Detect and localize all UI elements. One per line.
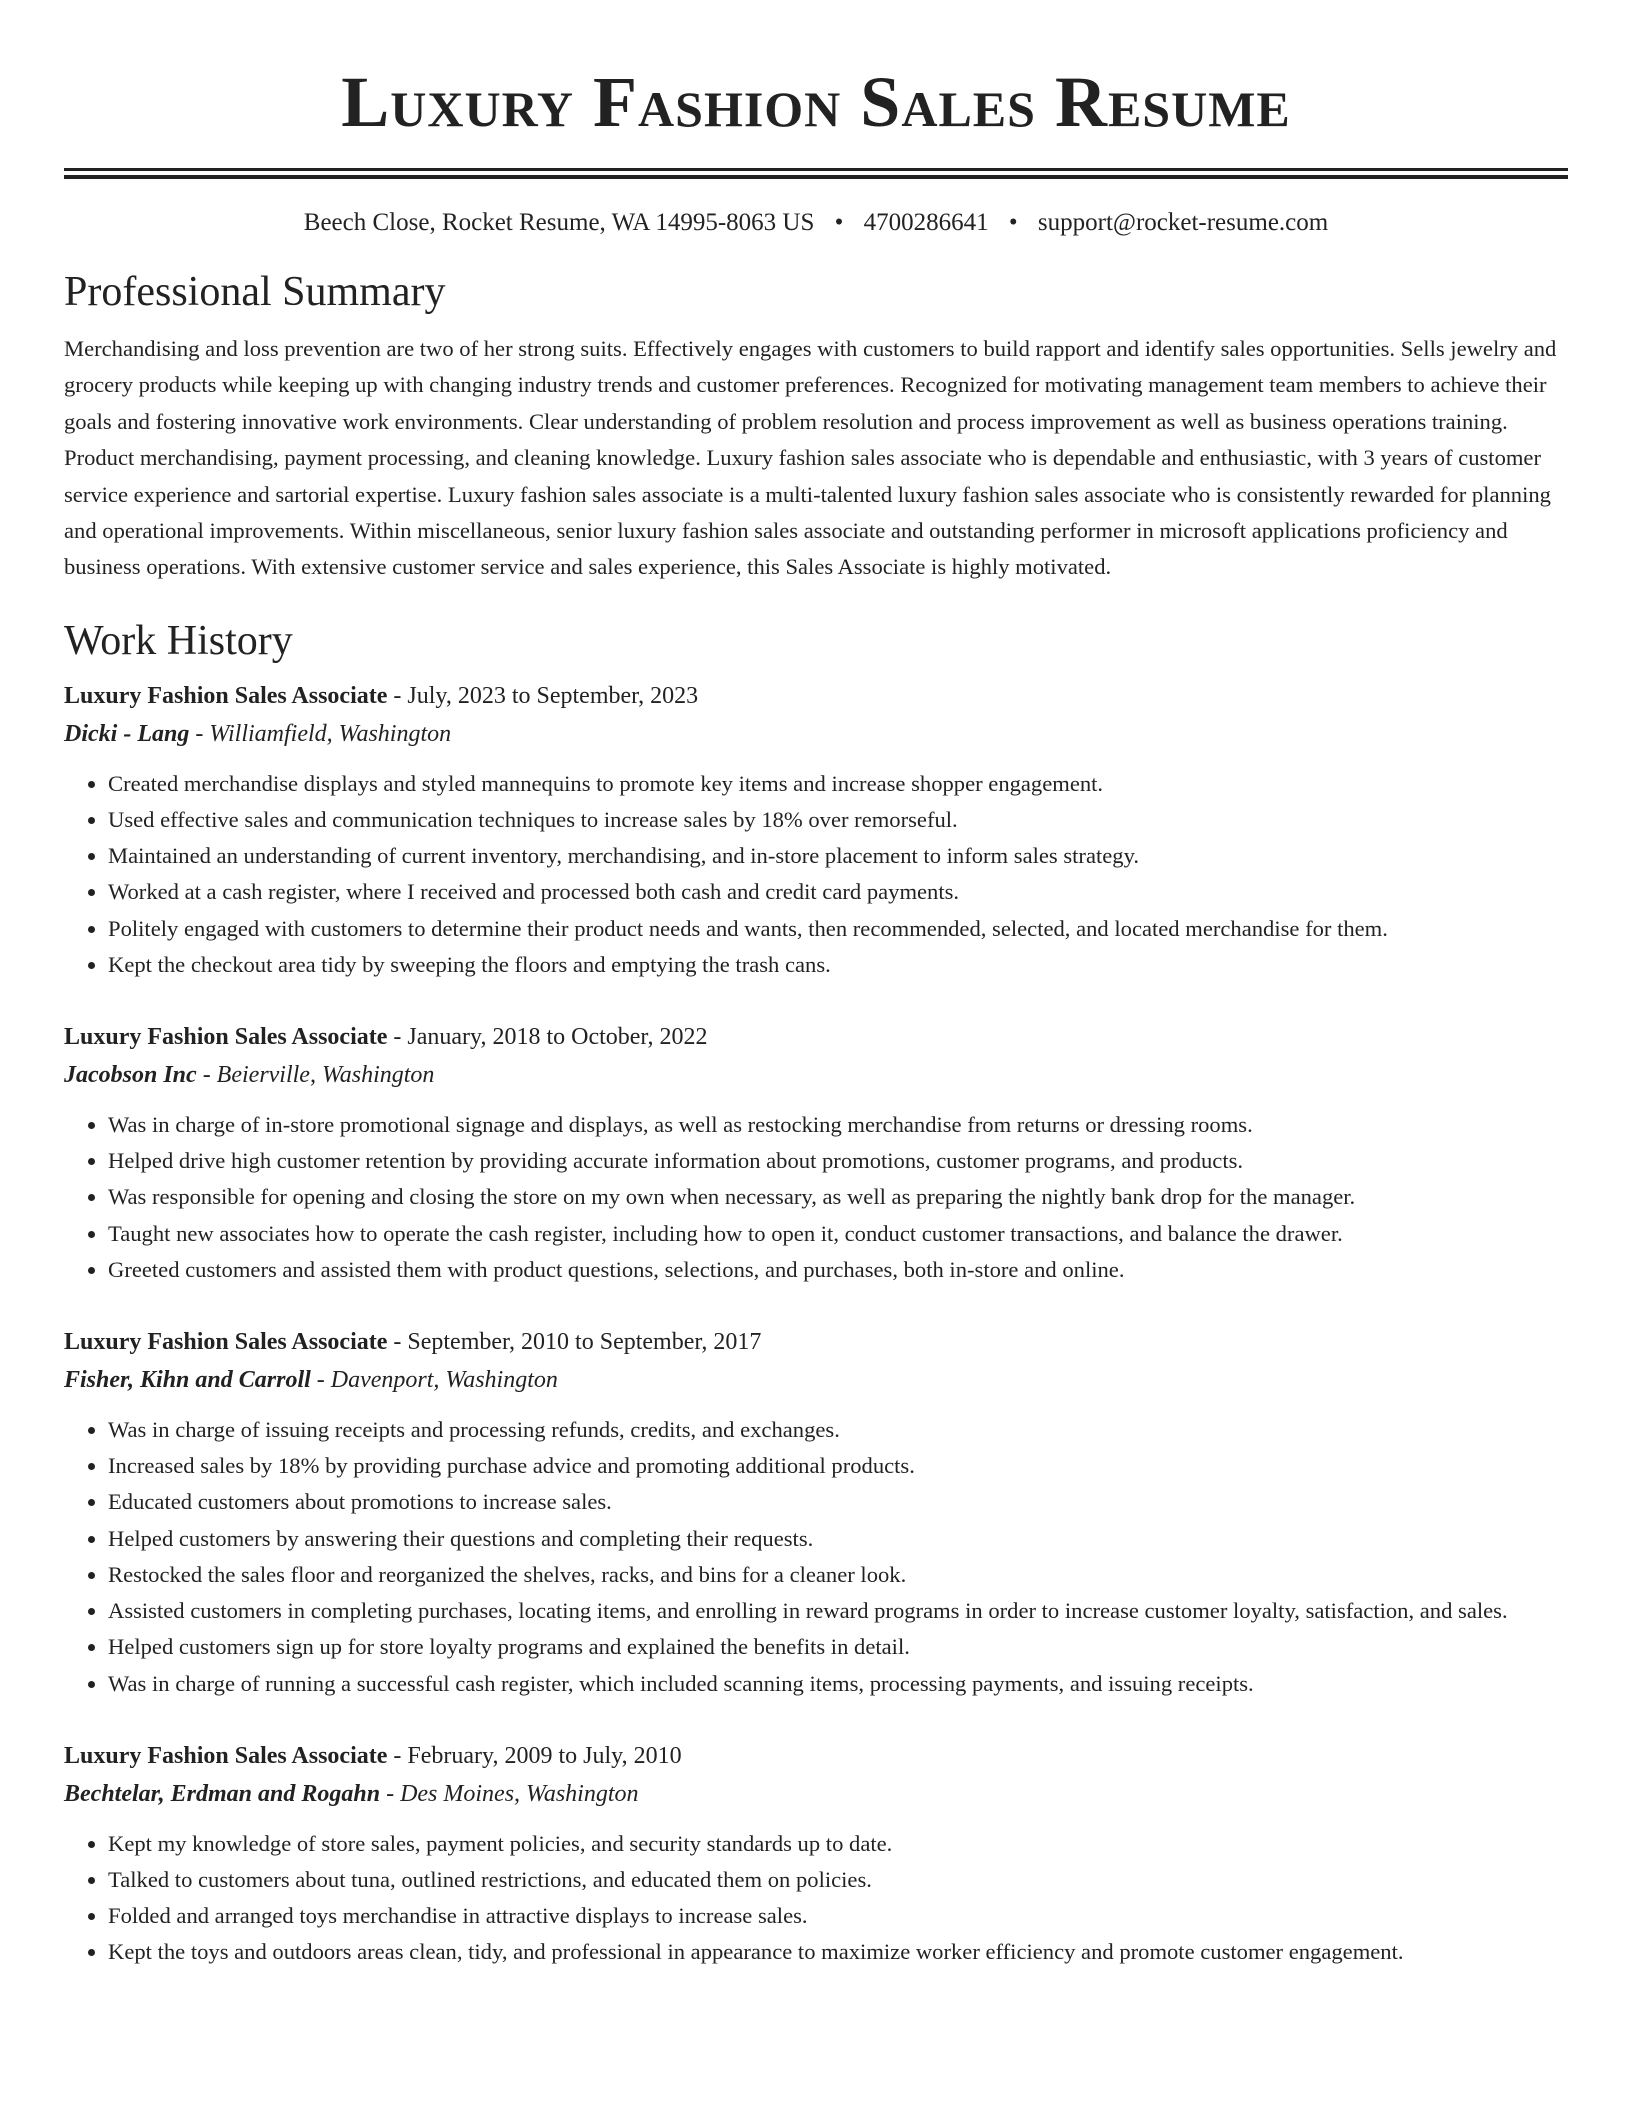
job-bullet: • Worked at a cash register, where I received and processed both cash and credit card payments.	[108, 874, 1568, 910]
job-title: Luxury Fashion Sales Associate	[64, 1742, 388, 1769]
summary-text: Merchandising and loss prevention are two of her strong suits. Effectively engages with customers to build rapport and identify sales opportunities. Sells jewelry and grocery products while keeping up with changing industry trends and customer preferences. Recognized for motivating management team members to achieve their goals and fostering innovative work environments. Clear understanding of problem resolution and process improvement as well as business operations training. Product merchandising, payment processing, and cleaning knowledge. Luxury fashion sales associate who is dependable and enthusiastic, with 3 years of customer service experience and sartorial expertise. Luxury fashion sales associate is a multi-talented luxury fashion sales associate who is consistently rewarded for planning and operational improvements. Within miscellaneous, senior luxury fashion sales associate and outstanding performer in microsoft applications proficiency and business operations. With extensive customer service and sales experience, this Sales Associate is highly motivated.	[64, 336, 1557, 580]
job-bullet: • Created merchandise displays and styled mannequins to promote key items and increase shopper engagement.	[108, 766, 1568, 802]
job-location: - Beierville, Washington	[196, 1062, 435, 1089]
page-title: Luxury Fashion Sales Resume	[341, 62, 1291, 142]
job-entry	[64, 1019, 1568, 1288]
job-company: Fisher, Kihn and Carroll	[64, 1367, 311, 1394]
job-company: Bechtelar, Erdman and Rogahn	[64, 1780, 381, 1807]
title-divider	[64, 168, 1568, 179]
job-bullet: • Was in charge of running a successful cash register, which included scanning items, processing payments, and issuing receipts.	[108, 1666, 1568, 1702]
job-bullet: • Kept the toys and outdoors areas clean, tidy, and professional in appearance to maximize worker efficiency and promote customer engagement.	[108, 1934, 1568, 1970]
job-bullet: • Helped customers sign up for store loyalty programs and explained the benefits in detail.	[108, 1629, 1568, 1665]
job-company: Dicki - Lang	[64, 720, 190, 747]
job-location: - Des Moines, Washington	[380, 1780, 639, 1807]
job-bullet: • Taught new associates how to operate the cash register, including how to open it, conduct customer transactions, and balance the drawer.	[108, 1216, 1568, 1252]
job-company-line	[64, 714, 1568, 754]
job-entry	[64, 678, 1568, 983]
job-bullet: • Used effective sales and communication techniques to increase sales by 18% over remorseful.	[108, 802, 1568, 838]
job-title-line	[64, 678, 1568, 714]
job-bullet: • Assisted customers in completing purchases, locating items, and enrolling in reward programs in order to increase customer loyalty, satisfaction, and sales.	[108, 1593, 1568, 1629]
job-bullets	[64, 1107, 1568, 1288]
job-bullet: • Kept my knowledge of store sales, payment policies, and security standards up to date.	[108, 1826, 1568, 1862]
job-title-line	[64, 1324, 1568, 1360]
job-bullet: • Restocked the sales floor and reorganized the shelves, racks, and bins for a cleaner look.	[108, 1557, 1568, 1593]
contact-separator: •	[1008, 209, 1018, 236]
job-bullets	[64, 1826, 1568, 1971]
work-history-heading: Work History	[64, 617, 293, 664]
summary-heading: Professional Summary	[64, 269, 446, 315]
job-bullet: • Politely engaged with customers to determine their product needs and wants, then recommended, selected, and located merchandise for them.	[108, 911, 1568, 947]
job-dates: - July, 2023 to September, 2023	[387, 682, 699, 709]
job-bullet: • Was in charge of in-store promotional signage and displays, as well as restocking merchandise from returns or dressing rooms.	[108, 1107, 1568, 1143]
contact-phone: 4700286641	[863, 209, 989, 236]
job-bullet: • Folded and arranged toys merchandise in attractive displays to increase sales.	[108, 1898, 1568, 1934]
job-bullet: • Was in charge of issuing receipts and processing refunds, credits, and exchanges.	[108, 1412, 1568, 1448]
job-company-line	[64, 1774, 1568, 1814]
job-title: Luxury Fashion Sales Associate	[64, 1024, 388, 1051]
job-bullet: • Maintained an understanding of current inventory, merchandising, and in-store placement to inform sales strategy.	[108, 838, 1568, 874]
job-entry	[64, 1324, 1568, 1702]
job-bullet: • Helped drive high customer retention by providing accurate information about promotions, customer programs, and products.	[108, 1143, 1568, 1179]
job-company-line	[64, 1360, 1568, 1400]
job-dates: - February, 2009 to July, 2010	[387, 1742, 682, 1769]
job-company: Jacobson Inc	[64, 1062, 197, 1089]
job-company-line	[64, 1055, 1568, 1095]
job-bullet: • Increased sales by 18% by providing purchase advice and promoting additional products.	[108, 1448, 1568, 1484]
job-bullet: • Kept the checkout area tidy by sweeping the floors and emptying the trash cans.	[108, 947, 1568, 983]
job-dates: - January, 2018 to October, 2022	[387, 1024, 708, 1051]
job-location: - Davenport, Washington	[310, 1367, 558, 1394]
job-entry	[64, 1738, 1568, 1971]
job-bullet: • Talked to customers about tuna, outlined restrictions, and educated them on policies.	[108, 1862, 1568, 1898]
contact-email: support@rocket-resume.com	[1037, 209, 1329, 236]
job-title: Luxury Fashion Sales Associate	[64, 1329, 388, 1356]
contact-line	[64, 207, 1568, 239]
job-dates: - September, 2010 to September, 2017	[387, 1329, 762, 1356]
job-title-line	[64, 1738, 1568, 1774]
contact-address: Beech Close, Rocket Resume, WA 14995-8063 US	[303, 209, 815, 236]
job-title: Luxury Fashion Sales Associate	[64, 682, 388, 709]
job-bullet: • Greeted customers and assisted them with product questions, selections, and purchases, both in-store and online.	[108, 1252, 1568, 1288]
contact-separator: •	[834, 209, 844, 236]
job-bullet: • Educated customers about promotions to increase sales.	[108, 1484, 1568, 1520]
job-location: - Williamfield, Washington	[189, 720, 452, 747]
job-bullets	[64, 766, 1568, 983]
job-bullets	[64, 1412, 1568, 1702]
job-title-line	[64, 1019, 1568, 1055]
job-bullet: • Helped customers by answering their questions and completing their requests.	[108, 1521, 1568, 1557]
job-bullet: • Was responsible for opening and closing the store on my own when necessary, as well as preparing the nightly bank drop for the manager.	[108, 1179, 1568, 1215]
